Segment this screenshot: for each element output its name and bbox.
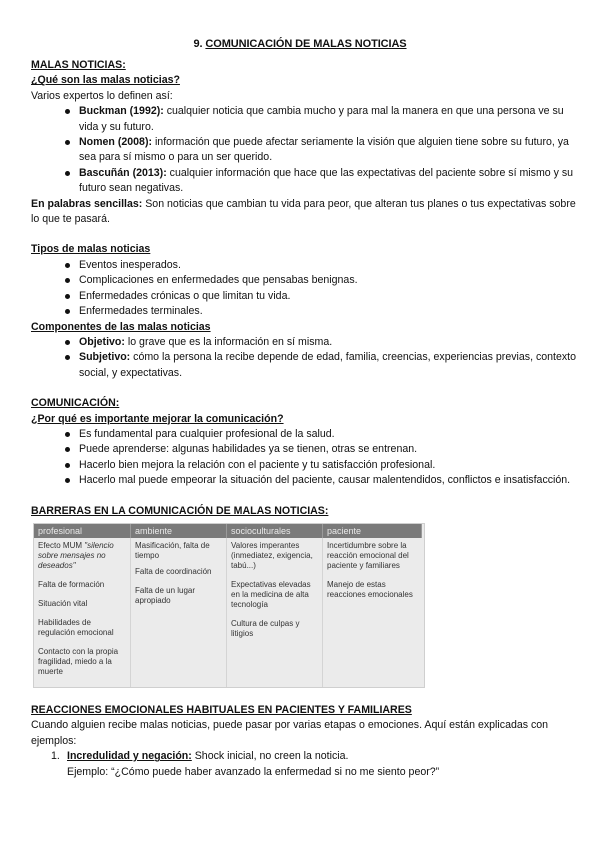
column-paciente — [323, 538, 422, 687]
list-item: Es fundamental para cualquier profesional de la salud. — [65, 427, 576, 442]
definition-term: Bascuñán (2013): — [79, 166, 167, 179]
componentes-list — [31, 335, 576, 381]
definition-term: Nomen (2008): — [79, 136, 152, 149]
table-cell: Cultura de culpas y litigios — [231, 618, 300, 638]
table-cell: Falta de coordinación — [135, 566, 212, 576]
spacer — [31, 227, 576, 242]
definitions-list — [31, 104, 576, 196]
barriers-table — [33, 523, 425, 688]
reaction-example: Ejemplo: “¿Cómo puede haber avanzado la enfermedad si no me siento peor?” — [67, 765, 440, 778]
spacer — [31, 381, 576, 396]
column-socioculturales — [227, 538, 323, 687]
intro-text: Varios expertos lo definen así: — [31, 89, 173, 102]
item-number: 1. — [51, 750, 60, 763]
simple-text: Son noticias que cambian tu vida para peor, que alteran tus planes o tus expectativas sobre lo que te pasará. — [31, 197, 576, 226]
list-item: Puede aprenderse: algunas habilidades ya se tienen, otras se entrenan. — [65, 442, 576, 457]
table-header-cell: profesional — [34, 524, 131, 538]
cell-italic-text: "silencio sobre mensajes no deseados" — [38, 540, 114, 570]
list-item: Hacerlo mal puede empeorar la situación del paciente, causar malentendidos, conflictos e insatisfacción. — [65, 473, 576, 488]
question-por-que: ¿Por qué es importante mejorar la comunicación? — [31, 412, 284, 425]
section-heading-barreras: BARRERAS EN LA COMUNICACIÓN DE MALAS NOTICIAS: — [31, 504, 329, 517]
tipos-list — [31, 258, 576, 320]
list-item — [65, 350, 576, 381]
list-item — [65, 335, 576, 350]
section-heading-tipos: Tipos de malas noticias — [31, 243, 151, 256]
table-cell: Masificación, falta de tiempo — [135, 540, 210, 560]
table-cell: Habilidades de regulación emocional — [38, 617, 114, 637]
reacciones-list — [31, 749, 576, 780]
definition-item — [65, 104, 576, 135]
list-item: Hacerlo bien mejora la relación con el paciente y tu satisfacción profesional. — [65, 458, 576, 473]
reaction-term: Incredulidad y negación: — [67, 750, 192, 763]
table-cell: Falta de formación — [38, 579, 105, 589]
definition-text: cualquier noticia que cambia mucho y para mal la manera en que una persona ve su vida y su futuro. — [79, 105, 564, 133]
comunicacion-list — [31, 427, 576, 489]
section-heading-componentes: Componentes de las malas noticias — [31, 320, 211, 333]
cell-text: Efecto MUM — [38, 540, 85, 550]
title-number: 9. — [193, 38, 203, 50]
definition-item — [65, 135, 576, 166]
list-item: Enfermedades crónicas o que limitan tu vida. — [65, 289, 576, 304]
section-heading-reacciones: REACCIONES EMOCIONALES HABITUALES EN PACIENTES Y FAMILIARES — [31, 703, 412, 716]
column-profesional — [34, 538, 131, 687]
table-header-cell: ambiente — [131, 524, 227, 538]
simple-term: En palabras sencillas: — [31, 197, 143, 210]
list-item — [51, 749, 576, 780]
reaction-text: Shock inicial, no creen la noticia. — [191, 750, 349, 763]
column-ambiente — [131, 538, 227, 687]
component-term: Objetivo: — [79, 335, 125, 348]
definition-term: Buckman (1992): — [79, 105, 164, 118]
spacer — [31, 489, 576, 504]
table-cell: Contacto con la propia fragilidad, miedo a la muerte — [38, 646, 119, 676]
question-que-son: ¿Qué son las malas noticias? — [31, 74, 180, 87]
table-cell — [38, 541, 126, 571]
title-text: COMUNICACIÓN DE MALAS NOTICIAS — [205, 38, 407, 50]
table-cell: Falta de un lugar apropiado — [135, 585, 196, 605]
document-content — [31, 58, 576, 780]
table-cell: Valores imperantes (inmediatez, exigencia, tabú...) — [231, 540, 313, 570]
section-heading-malas-noticias: MALAS NOTICIAS: — [31, 59, 126, 71]
reacciones-intro: Cuando alguien recibe malas noticias, puede pasar por varias etapas o emociones. Aquí están explicadas con ejemplos: — [31, 719, 549, 747]
definition-item — [65, 166, 576, 197]
table-header-cell: paciente — [323, 524, 422, 538]
list-item: Complicaciones en enfermedades que pensabas benignas. — [65, 273, 576, 288]
simple-definition — [31, 197, 576, 228]
spacer — [31, 688, 576, 703]
table-cell: Incertidumbre sobre la reacción emocional del paciente y familiares — [327, 540, 409, 570]
table-cell: Situación vital — [38, 598, 88, 608]
table-cell: Manejo de estas reacciones emocionales — [327, 579, 413, 599]
definition-text: información que puede afectar seriamente la visión que alguien tiene sobre su futuro, ya sea para sí mismo o para un ser querido. — [79, 136, 569, 164]
component-text: cómo la persona la recibe depende de edad, familia, creencias, experiencias previas, contexto social, y expectativas. — [79, 351, 577, 379]
definition-text: cualquier información que hace que las expectativas del paciente sobre sí mismo y su futuro sean negativas. — [79, 166, 574, 195]
list-item: Eventos inesperados. — [65, 258, 576, 273]
table-header-cell: socioculturales — [227, 524, 323, 538]
document-title — [0, 37, 600, 52]
component-term: Subjetivo: — [79, 351, 131, 364]
section-heading-comunicacion: COMUNICACIÓN: — [31, 397, 120, 410]
component-text: lo grave que es la información en sí misma. — [124, 335, 333, 348]
table-cell: Expectativas elevadas en la medicina de alta tecnología — [231, 579, 311, 609]
list-item: Enfermedades terminales. — [65, 304, 576, 319]
